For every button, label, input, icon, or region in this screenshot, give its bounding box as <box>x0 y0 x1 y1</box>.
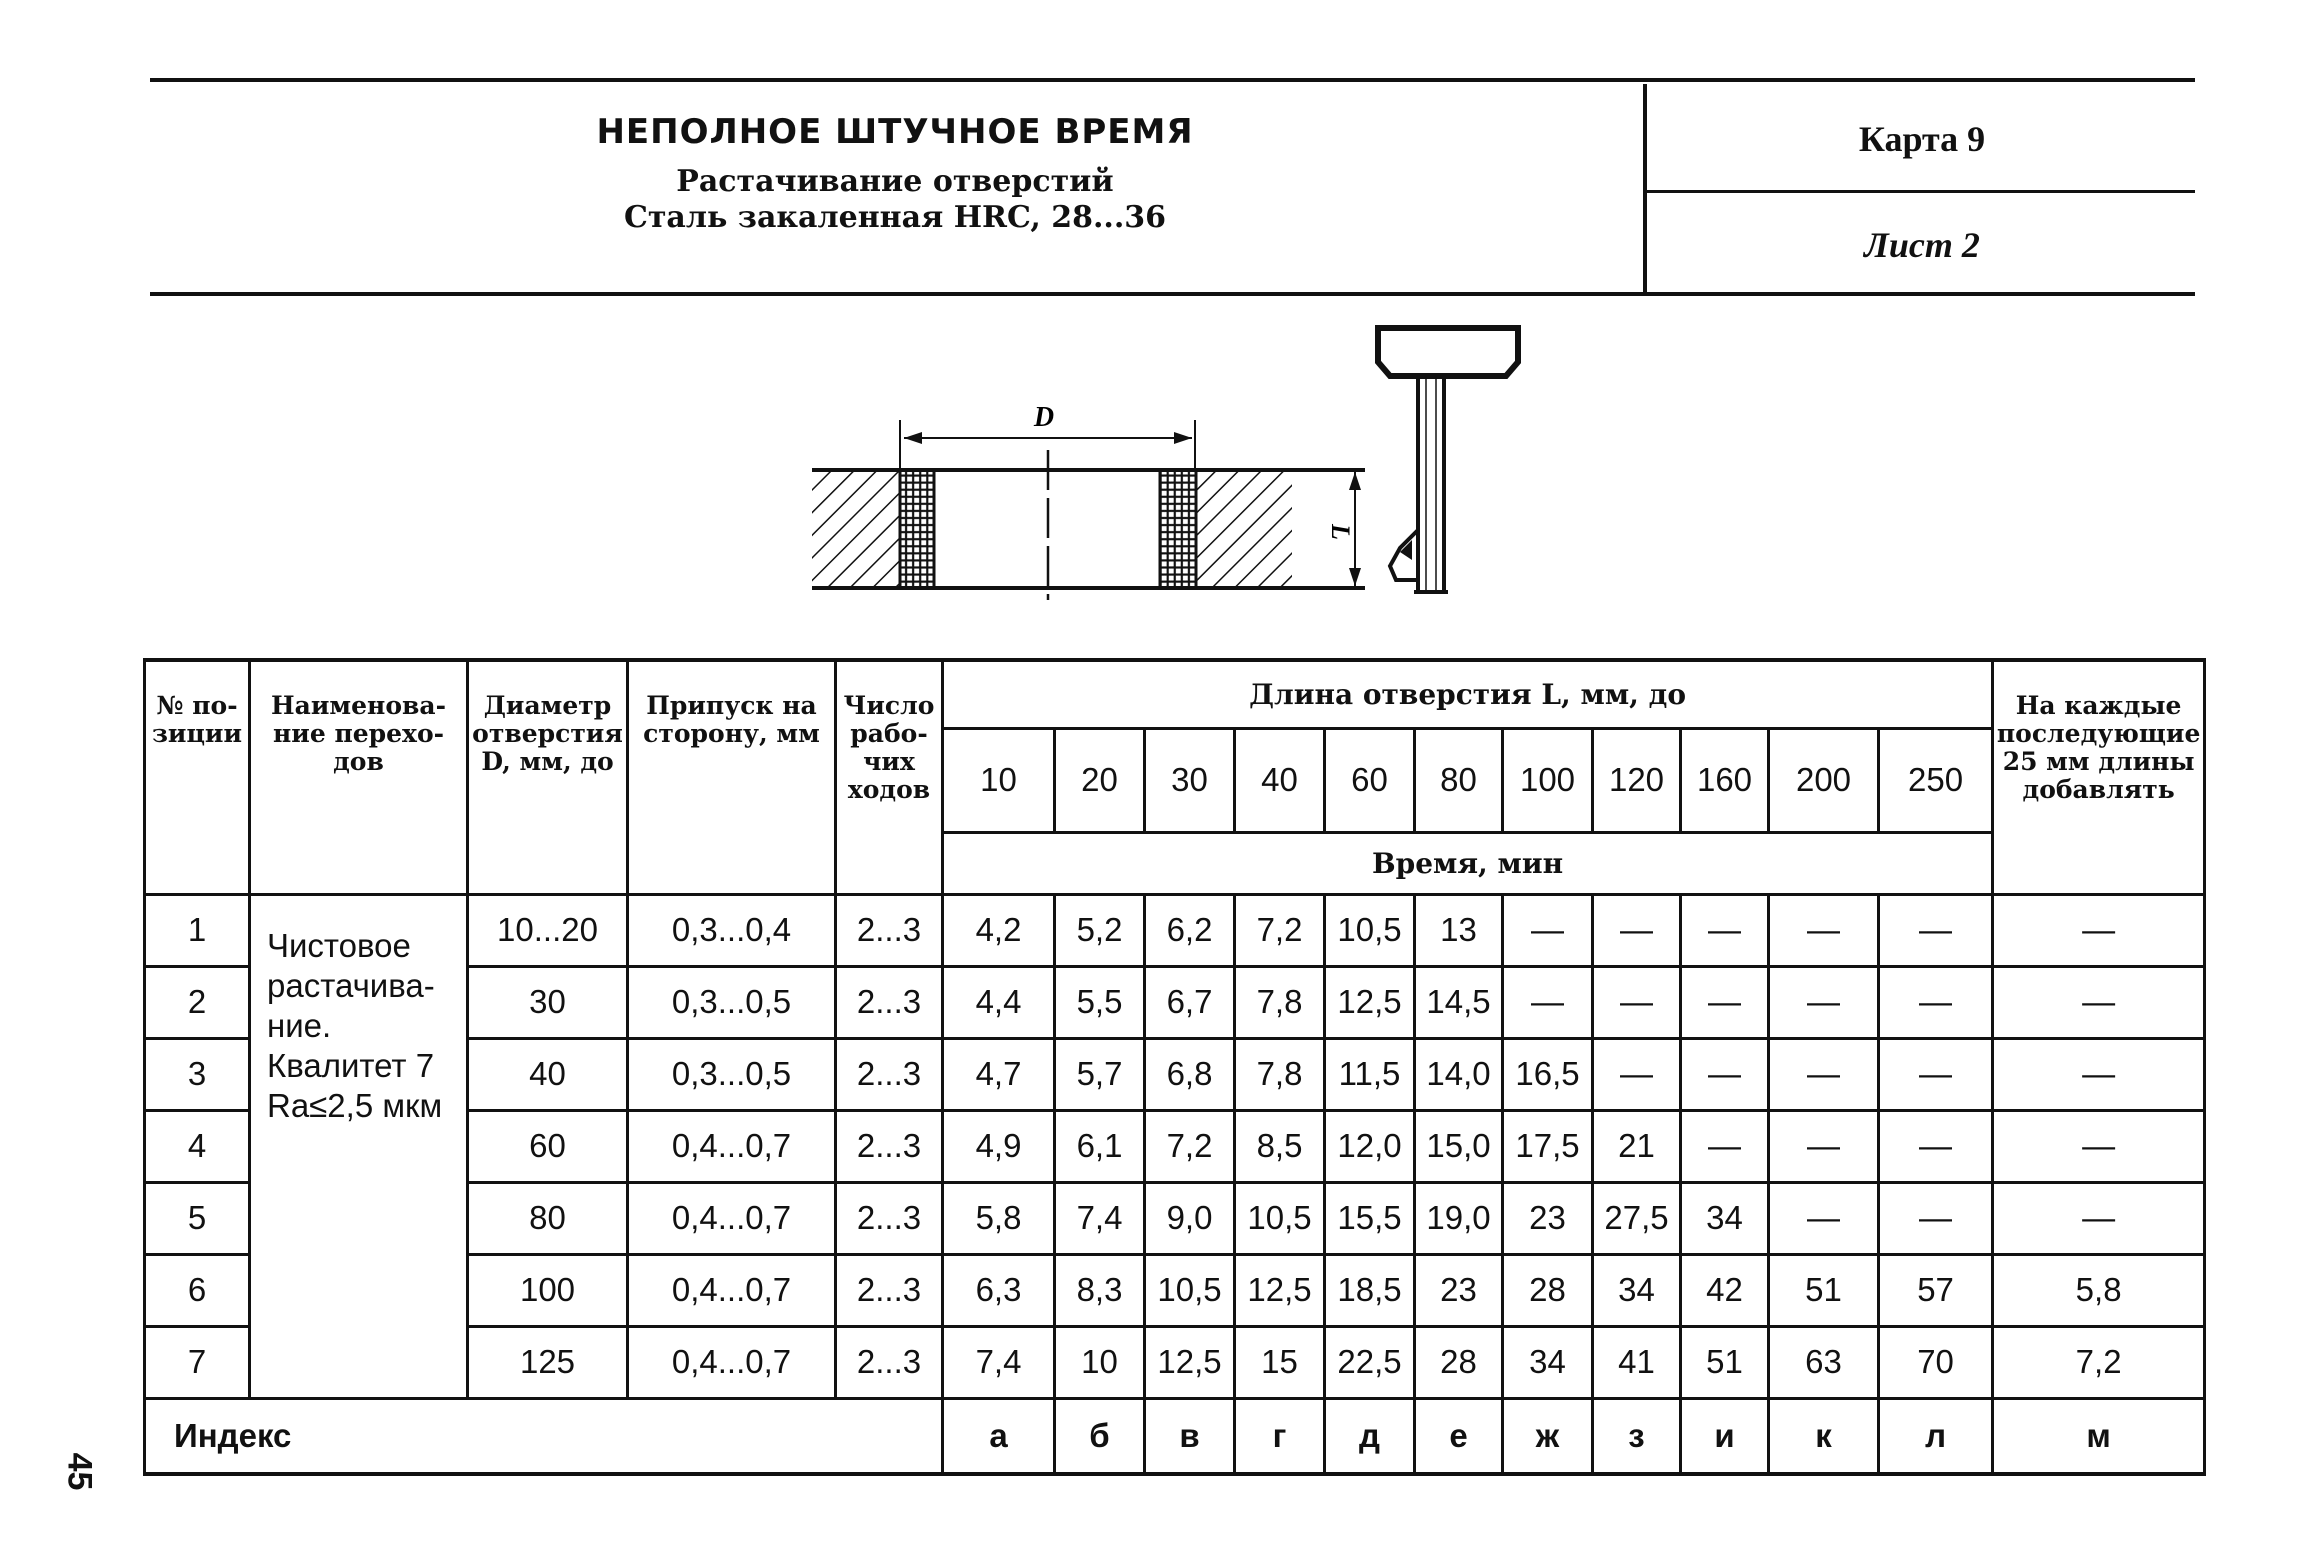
extra-cell: — <box>1993 1110 2205 1182</box>
length-header: 20 <box>1055 728 1145 832</box>
time-cell: 7,2 <box>1235 894 1325 966</box>
time-cell: 7,2 <box>1145 1110 1235 1182</box>
time-cell: — <box>1681 1110 1769 1182</box>
time-cell: 15 <box>1235 1326 1325 1398</box>
card-number: Карта 9 <box>1858 119 1986 159</box>
row-pos: 1 <box>145 894 250 966</box>
time-cell: 10,5 <box>1145 1254 1235 1326</box>
time-cell: 34 <box>1681 1182 1769 1254</box>
time-cell: 14,0 <box>1415 1038 1503 1110</box>
col-header-name: Наименова-ние перехо-дов <box>250 660 468 894</box>
operation-line: растачива- <box>267 966 435 1004</box>
time-cell: 42 <box>1681 1254 1769 1326</box>
row-pos: 7 <box>145 1326 250 1398</box>
time-cell: 28 <box>1415 1326 1503 1398</box>
time-cell: — <box>1769 966 1879 1038</box>
row-diameter: 100 <box>468 1254 628 1326</box>
time-cell: 10,5 <box>1235 1182 1325 1254</box>
index-cell: д <box>1325 1398 1415 1474</box>
col-header-length-group: Длина отверстия L, мм, до <box>943 660 1993 728</box>
header-bottom-rule <box>150 292 2195 296</box>
time-cell: — <box>1503 966 1593 1038</box>
time-cell: — <box>1769 894 1879 966</box>
col-header-extra: На каждые последующие 25 мм длины добавлять <box>1993 660 2205 894</box>
extra-cell: — <box>1993 1038 2205 1110</box>
col-header-diameter: Диаметр отверстия D, мм, до <box>468 660 628 894</box>
operation-line: Чистовое <box>267 926 411 964</box>
card-divider <box>1645 190 2195 193</box>
time-cell: 8,5 <box>1235 1110 1325 1182</box>
time-cell: 7,8 <box>1235 966 1325 1038</box>
row-diameter: 80 <box>468 1182 628 1254</box>
time-cell: 6,1 <box>1055 1110 1145 1182</box>
time-cell: 4,4 <box>943 966 1055 1038</box>
time-cell: 10 <box>1055 1326 1145 1398</box>
time-cell: 17,5 <box>1503 1110 1593 1182</box>
time-cell: 5,8 <box>943 1182 1055 1254</box>
time-cell: 5,5 <box>1055 966 1145 1038</box>
time-cell: 5,2 <box>1055 894 1145 966</box>
time-cell: 12,5 <box>1145 1326 1235 1398</box>
time-cell: — <box>1503 894 1593 966</box>
col-header-passes: Число рабо-чих ходов <box>836 660 943 894</box>
length-header: 100 <box>1503 728 1593 832</box>
time-cell: 19,0 <box>1415 1182 1503 1254</box>
index-cell: в <box>1145 1398 1235 1474</box>
time-cell: 23 <box>1415 1254 1503 1326</box>
time-cell: 9,0 <box>1145 1182 1235 1254</box>
operation-line: Ra≤2,5 мкм <box>267 1086 443 1124</box>
row-diameter: 40 <box>468 1038 628 1110</box>
time-cell: 11,5 <box>1325 1038 1415 1110</box>
time-cell: — <box>1769 1038 1879 1110</box>
index-label: Индекс <box>145 1398 943 1474</box>
row-passes: 2...3 <box>836 1110 943 1182</box>
page-title: НЕПОЛНОЕ ШТУЧНОЕ ВРЕМЯ <box>596 112 1194 152</box>
col-header-pos: № по-зиции <box>145 660 250 894</box>
row-pos: 3 <box>145 1038 250 1110</box>
length-header: 160 <box>1681 728 1769 832</box>
time-cell: 16,5 <box>1503 1038 1593 1110</box>
index-cell: з <box>1593 1398 1681 1474</box>
dimension-l <box>1326 472 1361 586</box>
time-cell: 70 <box>1879 1326 1993 1398</box>
dim-d-label: D <box>1033 402 1055 433</box>
workpiece-section <box>812 450 1365 600</box>
row-pos: 5 <box>145 1182 250 1254</box>
length-header: 80 <box>1415 728 1503 832</box>
time-cell: — <box>1593 1038 1681 1110</box>
time-cell: 51 <box>1769 1254 1879 1326</box>
boring-bar-tool <box>1378 328 1518 592</box>
row-passes: 2...3 <box>836 966 943 1038</box>
row-allowance: 0,3...0,4 <box>628 894 836 966</box>
time-cell: 10,5 <box>1325 894 1415 966</box>
index-cell: и <box>1681 1398 1769 1474</box>
row-allowance: 0,4...0,7 <box>628 1110 836 1182</box>
index-cell: г <box>1235 1398 1325 1474</box>
time-cell: 13 <box>1415 894 1503 966</box>
row-passes: 2...3 <box>836 894 943 966</box>
row-allowance: 0,3...0,5 <box>628 966 836 1038</box>
length-header: 250 <box>1879 728 1993 832</box>
time-cell: — <box>1769 1110 1879 1182</box>
extra-cell: — <box>1993 966 2205 1038</box>
time-cell: — <box>1681 894 1769 966</box>
row-pos: 4 <box>145 1110 250 1182</box>
time-cell: 7,4 <box>1055 1182 1145 1254</box>
time-cell: 4,7 <box>943 1038 1055 1110</box>
index-row <box>145 1398 2205 1474</box>
row-passes: 2...3 <box>836 1326 943 1398</box>
row-allowance: 0,3...0,5 <box>628 1038 836 1110</box>
time-cell: — <box>1879 894 1993 966</box>
header-divider <box>1643 84 1647 294</box>
index-cell: л <box>1879 1398 1993 1474</box>
row-passes: 2...3 <box>836 1038 943 1110</box>
time-cell: 15,0 <box>1415 1110 1503 1182</box>
length-header: 40 <box>1235 728 1325 832</box>
length-header: 60 <box>1325 728 1415 832</box>
index-cell: ж <box>1503 1398 1593 1474</box>
time-cell: 7,8 <box>1235 1038 1325 1110</box>
row-passes: 2...3 <box>836 1254 943 1326</box>
page-subtitle: Растачивание отверстий <box>676 164 1114 199</box>
time-cell: — <box>1879 1110 1993 1182</box>
time-cell: 41 <box>1593 1326 1681 1398</box>
time-cell: — <box>1879 1038 1993 1110</box>
extra-cell: — <box>1993 1182 2205 1254</box>
col-header-allowance: Припуск на сторону, мм <box>628 660 836 894</box>
length-header: 30 <box>1145 728 1235 832</box>
time-cell: 6,3 <box>943 1254 1055 1326</box>
time-cell: 12,0 <box>1325 1110 1415 1182</box>
table-row <box>145 894 2205 966</box>
time-cell: 4,9 <box>943 1110 1055 1182</box>
dim-l-label: L <box>1326 524 1355 540</box>
row-pos: 2 <box>145 966 250 1038</box>
time-cell: 4,2 <box>943 894 1055 966</box>
index-cell: е <box>1415 1398 1503 1474</box>
length-header: 200 <box>1769 728 1879 832</box>
time-cell: 5,7 <box>1055 1038 1145 1110</box>
time-cell: 23 <box>1503 1182 1593 1254</box>
time-cell: — <box>1593 966 1681 1038</box>
time-cell: 8,3 <box>1055 1254 1145 1326</box>
row-diameter: 125 <box>468 1326 628 1398</box>
index-cell: б <box>1055 1398 1145 1474</box>
time-cell: 12,5 <box>1235 1254 1325 1326</box>
row-diameter: 60 <box>468 1110 628 1182</box>
row-allowance: 0,4...0,7 <box>628 1254 836 1326</box>
time-cell: 57 <box>1879 1254 1993 1326</box>
time-cell: 6,2 <box>1145 894 1235 966</box>
page-number: 45 <box>60 1452 99 1491</box>
time-cell: 34 <box>1593 1254 1681 1326</box>
extra-cell: 7,2 <box>1993 1326 2205 1398</box>
time-cell: — <box>1769 1182 1879 1254</box>
time-cell: 14,5 <box>1415 966 1503 1038</box>
extra-cell: 5,8 <box>1993 1254 2205 1326</box>
time-cell: 51 <box>1681 1326 1769 1398</box>
operation-name <box>250 894 468 1398</box>
time-cell: 15,5 <box>1325 1182 1415 1254</box>
time-cell: — <box>1879 966 1993 1038</box>
time-cell: — <box>1593 894 1681 966</box>
time-table <box>143 658 2206 1476</box>
row-pos: 6 <box>145 1254 250 1326</box>
length-header: 120 <box>1593 728 1681 832</box>
time-cell: 63 <box>1769 1326 1879 1398</box>
time-cell: 12,5 <box>1325 966 1415 1038</box>
time-cell: — <box>1879 1182 1993 1254</box>
index-cell: к <box>1769 1398 1879 1474</box>
col-header-time-group: Время, мин <box>943 832 1993 894</box>
row-passes: 2...3 <box>836 1182 943 1254</box>
time-cell: 27,5 <box>1593 1182 1681 1254</box>
index-cell: м <box>1993 1398 2205 1474</box>
time-cell: 18,5 <box>1325 1254 1415 1326</box>
time-cell: 6,7 <box>1145 966 1235 1038</box>
header-top-rule <box>150 78 2195 82</box>
extra-cell: — <box>1993 894 2205 966</box>
row-diameter: 30 <box>468 966 628 1038</box>
operation-line: ние. <box>267 1006 332 1044</box>
time-cell: 6,8 <box>1145 1038 1235 1110</box>
time-cell: 28 <box>1503 1254 1593 1326</box>
operation-line: Квалитет 7 <box>267 1046 435 1084</box>
time-cell: 34 <box>1503 1326 1593 1398</box>
time-cell: 22,5 <box>1325 1326 1415 1398</box>
sheet-number: Лист 2 <box>1864 225 1980 265</box>
boring-diagram <box>800 320 1560 600</box>
time-cell: 21 <box>1593 1110 1681 1182</box>
row-allowance: 0,4...0,7 <box>628 1182 836 1254</box>
length-header: 10 <box>943 728 1055 832</box>
time-cell: — <box>1681 966 1769 1038</box>
row-allowance: 0,4...0,7 <box>628 1326 836 1398</box>
row-diameter: 10...20 <box>468 894 628 966</box>
material-line: Сталь закаленная HRC, 28...36 <box>623 200 1167 235</box>
time-cell: 7,4 <box>943 1326 1055 1398</box>
time-cell: — <box>1681 1038 1769 1110</box>
index-cell: а <box>943 1398 1055 1474</box>
